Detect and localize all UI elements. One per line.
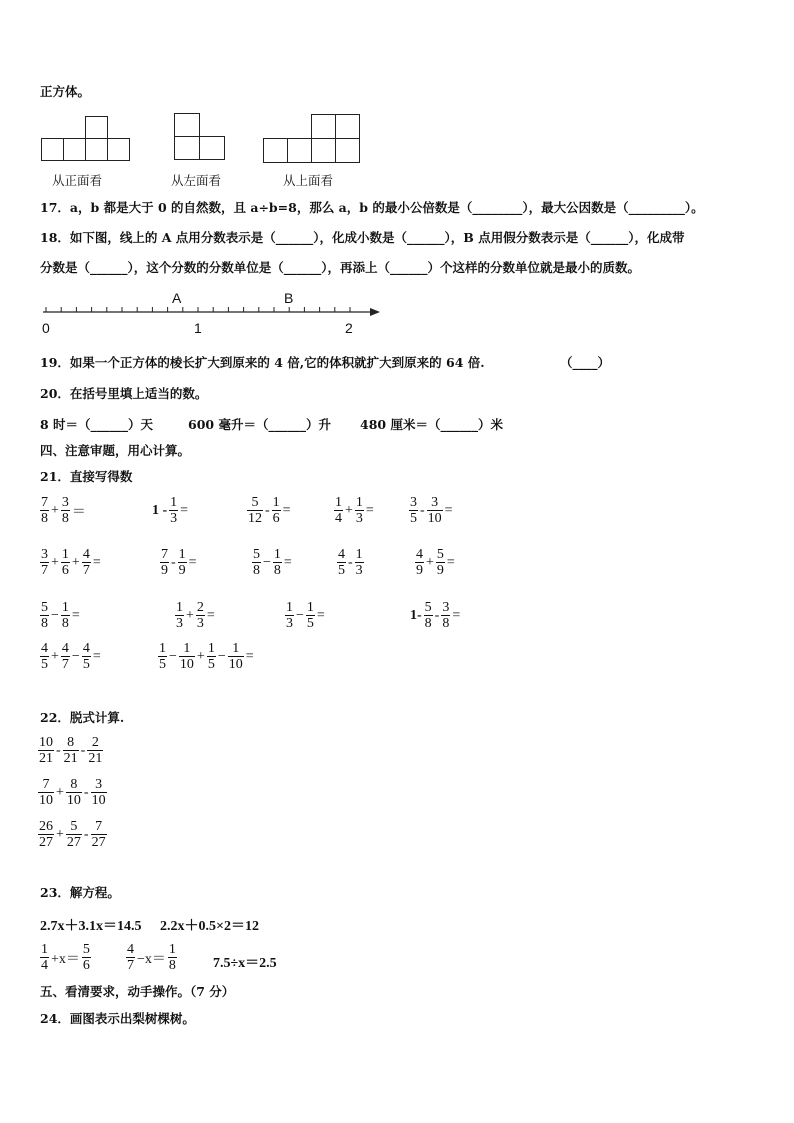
numerator: 5 [436, 547, 444, 562]
numerator: 7 [41, 495, 48, 510]
equals-sign: ＝ [71, 504, 86, 520]
fraction [61, 495, 70, 526]
numerator: 5 [66, 819, 82, 835]
numerator: 7 [38, 777, 54, 793]
numerator: 1 [168, 942, 176, 957]
numerator: 3 [427, 495, 443, 511]
fraction [40, 641, 49, 672]
fraction [38, 777, 54, 808]
tick-label-0: 0 [42, 320, 50, 336]
denominator: 12 [248, 511, 262, 526]
numerator: 5 [253, 547, 260, 562]
denominator: 8 [61, 616, 69, 631]
denominator: 27 [39, 835, 53, 850]
denominator: 8 [424, 616, 432, 631]
question-19-blank: （____） [560, 355, 611, 370]
fraction [196, 600, 205, 631]
denominator: 6 [82, 958, 90, 973]
numerator: 1 [335, 495, 342, 510]
fraction [40, 600, 49, 631]
fraction [179, 641, 195, 672]
fraction [66, 777, 82, 808]
operator: + [196, 648, 205, 664]
equals-sign: = [283, 554, 292, 570]
equals-sign: = [92, 554, 101, 570]
numerator: 3 [41, 547, 48, 562]
equals-sign: = [452, 607, 461, 623]
operator: - [171, 554, 176, 570]
denominator: 9 [436, 563, 444, 578]
numerator: 1 [179, 641, 195, 657]
denominator: 4 [335, 511, 342, 526]
math-expression [247, 495, 293, 526]
fraction [334, 495, 343, 526]
numerator: 4 [82, 641, 90, 656]
question-19: 19．如果一个正方体的棱长扩大到原来的 4 倍,它的体积就扩大到原来的 64 倍. [40, 355, 485, 370]
math-expression [337, 547, 364, 578]
math-expression [40, 547, 103, 578]
fraction [87, 735, 103, 766]
fraction [272, 495, 281, 526]
operator: + [51, 502, 59, 518]
operator: +x＝ [51, 951, 80, 967]
question-23: 23．解方程。 [40, 885, 120, 900]
fraction [38, 735, 54, 766]
numerator: 1 [272, 495, 280, 510]
operator: - [348, 554, 353, 570]
question-20: 20．在括号里填上适当的数。 [40, 386, 208, 401]
fraction [415, 547, 424, 578]
numerator: 4 [416, 547, 423, 562]
fraction [424, 600, 433, 631]
numerator: 2 [196, 600, 204, 615]
fraction [40, 942, 49, 973]
equation-5: 7.5÷x＝2.5 [213, 956, 277, 971]
fraction [285, 600, 294, 631]
math-expression [158, 641, 256, 672]
number-line-arrow [370, 308, 380, 316]
point-label-b: B [284, 290, 294, 306]
operator: + [186, 607, 194, 623]
math-expression [150, 495, 190, 526]
denominator: 6 [272, 511, 280, 526]
equation-2: 2.2x＋0.5×2＝12 [160, 919, 259, 934]
denominator: 8 [41, 511, 48, 526]
denominator: 8 [253, 563, 260, 578]
denominator: 5 [410, 511, 417, 526]
math-expression [40, 600, 82, 631]
numerator: 7 [161, 547, 168, 562]
fraction [126, 942, 135, 973]
fraction [82, 641, 91, 672]
math-expression [409, 495, 455, 526]
math-expression [38, 777, 107, 808]
operator: − [217, 648, 226, 664]
operator: − [51, 607, 59, 623]
denominator: 5 [338, 563, 345, 578]
operator: + [56, 784, 64, 800]
math-expression [408, 600, 462, 631]
numerator: 4 [127, 942, 134, 957]
fraction [252, 547, 261, 578]
numerator: 5 [247, 495, 263, 511]
numerator: 4 [82, 547, 90, 562]
fraction [355, 495, 364, 526]
denominator: 21 [39, 751, 53, 766]
section-5-heading: 五、看清要求，动手操作。（7 分） [40, 984, 235, 999]
equation-1: 2.7x＋3.1x＝14.5 [40, 919, 142, 934]
front-view-figure [41, 115, 133, 162]
math-expression [126, 942, 177, 973]
denominator: 27 [66, 835, 81, 850]
fraction [178, 547, 187, 578]
operator: - [83, 826, 89, 842]
equals-sign: = [245, 648, 254, 664]
numerator: 3 [410, 495, 417, 510]
left-view-label: 从左面看 [171, 173, 222, 188]
fraction [441, 600, 450, 631]
math-expression [175, 600, 217, 631]
operator: - [80, 742, 86, 758]
denominator: 9 [416, 563, 423, 578]
operator: + [56, 826, 64, 842]
equals-sign: = [282, 502, 291, 518]
fraction [409, 495, 418, 526]
question-18-line2: 分数是（______），这个分数的分数单位是（______），再添上（______）个这样的分数单位就是最小的质数。 [40, 260, 641, 275]
fraction [63, 735, 79, 766]
numerator: 3 [91, 777, 107, 793]
numerator: 1 [355, 547, 363, 562]
fraction [247, 495, 263, 526]
math-expression [38, 735, 103, 766]
math-expression [285, 600, 327, 631]
denominator: 3 [355, 563, 363, 578]
denominator: 3 [196, 616, 204, 631]
fraction [91, 819, 107, 850]
equals-sign: = [316, 607, 325, 623]
left-view-figure [174, 113, 228, 161]
denominator: 10 [427, 511, 442, 526]
math-expression [415, 547, 457, 578]
operator: + [71, 554, 80, 570]
denominator: 5 [306, 616, 314, 631]
top-view-figure [263, 114, 363, 163]
section-4-heading: 四、注意审题，用心计算。 [40, 443, 191, 458]
denominator: 10 [228, 657, 243, 672]
numerator: 1 [41, 942, 48, 957]
operator: + [51, 554, 59, 570]
numerator: 3 [61, 495, 69, 510]
operator: −x＝ [137, 951, 166, 967]
fraction [168, 942, 177, 973]
numerator: 4 [338, 547, 345, 562]
equals-sign: = [92, 648, 101, 664]
fraction [91, 777, 107, 808]
denominator: 5 [159, 657, 166, 672]
question-24: 24．画图表示出梨树棵树。 [40, 1011, 195, 1026]
question-21: 21．直接写得数 [40, 469, 133, 484]
denominator: 8 [168, 958, 176, 973]
operator: + [426, 554, 434, 570]
fraction [273, 547, 282, 578]
numerator: 8 [63, 735, 79, 751]
denominator: 3 [355, 511, 363, 526]
numerator: 1 [61, 600, 69, 615]
fraction [158, 641, 167, 672]
math-expression [40, 495, 88, 526]
denominator: 7 [41, 563, 48, 578]
equals-sign: = [71, 607, 80, 623]
question-20-item-2: 600 毫升＝（______）升 [188, 417, 331, 432]
intro-tail: 正方体。 [40, 84, 91, 99]
fraction [61, 547, 70, 578]
fraction [427, 495, 443, 526]
math-expression [160, 547, 199, 578]
numerator: 1 [286, 600, 293, 615]
denominator: 3 [170, 511, 178, 526]
operator: + [345, 502, 353, 518]
fraction [436, 547, 445, 578]
numerator: 1 [159, 641, 166, 656]
denominator: 4 [41, 958, 48, 973]
equals-sign: = [180, 502, 189, 518]
denominator: 9 [161, 563, 168, 578]
numerator: 5 [82, 942, 90, 957]
fraction [175, 600, 184, 631]
fraction [207, 641, 216, 672]
fraction [337, 547, 346, 578]
denominator: 8 [273, 563, 281, 578]
math-expression [334, 495, 376, 526]
numerator: 1 [61, 547, 69, 562]
fraction [40, 547, 49, 578]
denominator: 7 [82, 563, 90, 578]
top-view-label: 从上面看 [283, 173, 334, 188]
numerator: 1 [176, 600, 183, 615]
question-20-item-3: 480 厘米＝（______）米 [360, 417, 503, 432]
denominator: 21 [63, 751, 78, 766]
denominator: 3 [286, 616, 293, 631]
denominator: 6 [61, 563, 69, 578]
numerator: 5 [41, 600, 48, 615]
equals-sign: = [446, 554, 455, 570]
operator: - [83, 784, 89, 800]
denominator: 27 [91, 835, 106, 850]
fraction [228, 641, 244, 672]
numerator: 3 [442, 600, 450, 615]
tick-label-2: 2 [345, 320, 353, 336]
operator: − [296, 607, 304, 623]
fraction [306, 600, 315, 631]
equals-sign: = [365, 502, 374, 518]
fraction [169, 495, 178, 526]
tick-label-1: 1 [194, 320, 202, 336]
expression-lead: 1 - [152, 502, 168, 518]
number-line [36, 290, 388, 346]
math-expression [38, 819, 107, 850]
fraction [82, 942, 91, 973]
question-17: 17．a，b 都是大于 0 的自然数，且 a÷b=8，那么 a，b 的最小公倍数是（________），最大公因数是（_________）。 [40, 200, 704, 215]
expression-lead: 1- [410, 607, 422, 623]
question-20-item-1: 8 时＝（______）天 [40, 417, 154, 432]
operator: + [51, 648, 59, 664]
math-expression [252, 547, 294, 578]
fraction [61, 641, 70, 672]
numerator: 1 [306, 600, 314, 615]
fraction [40, 495, 49, 526]
fraction [160, 547, 169, 578]
numerator: 8 [66, 777, 82, 793]
front-view-label: 从正面看 [52, 173, 103, 188]
denominator: 5 [41, 657, 48, 672]
operator: − [263, 554, 271, 570]
denominator: 8 [61, 511, 69, 526]
fraction [61, 600, 70, 631]
fraction [66, 819, 82, 850]
fraction [355, 547, 364, 578]
numerator: 4 [41, 641, 48, 656]
point-label-a: A [172, 290, 182, 306]
operator: - [56, 742, 61, 758]
operator: − [71, 648, 80, 664]
denominator: 10 [91, 793, 106, 808]
denominator: 10 [66, 793, 81, 808]
numerator: 1 [178, 547, 186, 562]
question-18-line1: 18．如下图，线上的 A 点用分数表示是（______），化成小数是（______），B 点用假分数表示是（______），化成带 [40, 230, 685, 245]
equals-sign: = [188, 554, 197, 570]
numerator: 4 [61, 641, 69, 656]
denominator: 5 [82, 657, 90, 672]
equals-sign: = [206, 607, 215, 623]
denominator: 8 [41, 616, 48, 631]
fraction [82, 547, 91, 578]
denominator: 10 [39, 793, 53, 808]
math-expression [40, 942, 91, 973]
denominator: 8 [442, 616, 450, 631]
numerator: 5 [424, 600, 432, 615]
numerator: 1 [355, 495, 363, 510]
numerator: 26 [39, 819, 53, 834]
equals-sign: = [444, 502, 453, 518]
denominator: 9 [178, 563, 186, 578]
fraction [38, 819, 54, 850]
operator: - [434, 607, 440, 623]
numerator: 1 [170, 495, 178, 510]
numerator: 1 [228, 641, 244, 657]
numerator: 1 [273, 547, 281, 562]
denominator: 3 [176, 616, 183, 631]
denominator: 10 [179, 657, 194, 672]
numerator: 10 [39, 735, 53, 750]
denominator: 7 [127, 958, 134, 973]
numerator: 2 [87, 735, 103, 751]
operator: - [420, 502, 425, 518]
denominator: 5 [207, 657, 215, 672]
operator: - [265, 502, 270, 518]
operator: − [169, 648, 177, 664]
denominator: 7 [61, 657, 69, 672]
math-expression [40, 641, 103, 672]
numerator: 1 [207, 641, 215, 656]
numerator: 7 [91, 819, 107, 835]
denominator: 21 [88, 751, 103, 766]
question-22: 22．脱式计算. [40, 710, 125, 725]
